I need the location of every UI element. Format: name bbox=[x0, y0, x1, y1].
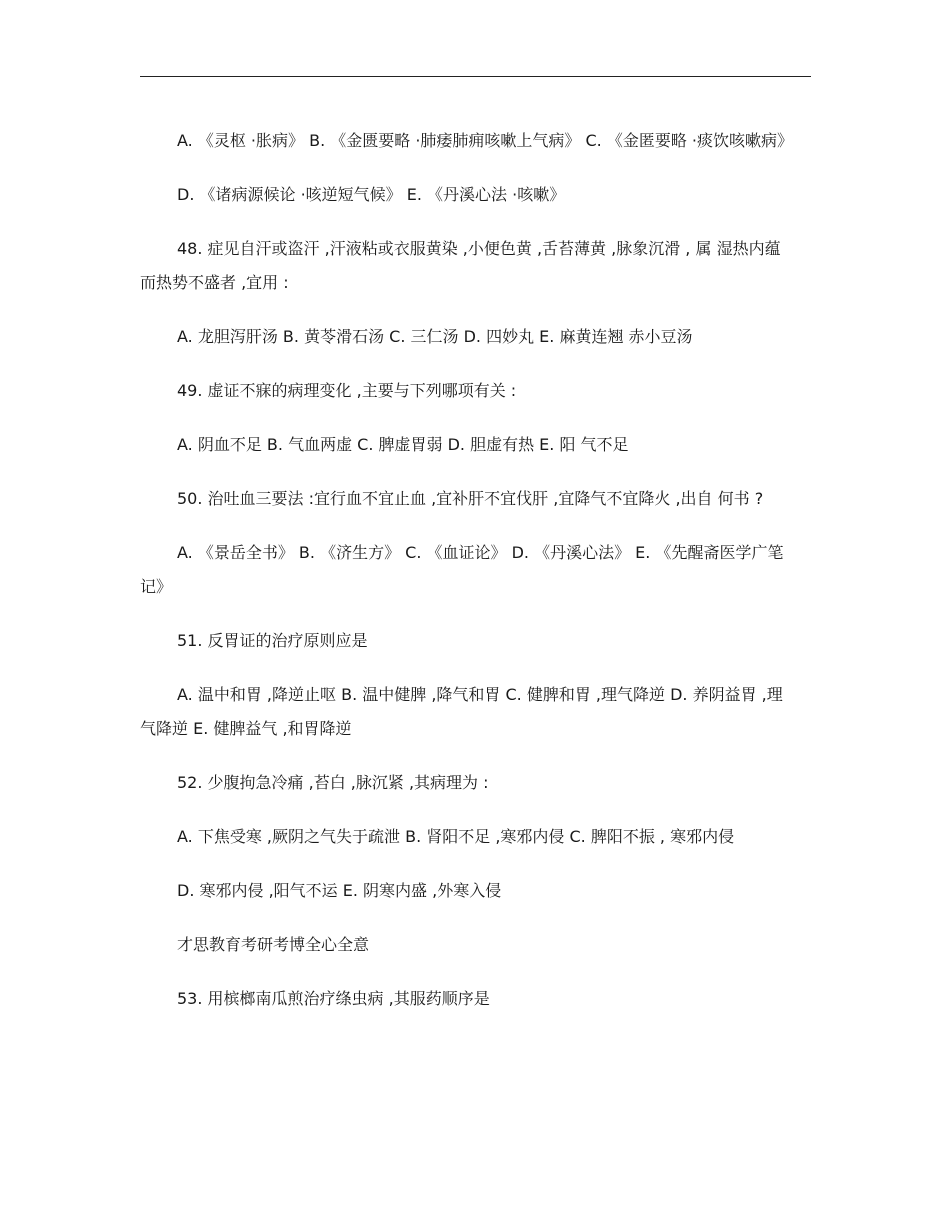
options-49: A. 阴血不足 B. 气血两虚 C. 脾虚胃弱 D. 胆虚有热 E. 阳 气不足 bbox=[177, 435, 629, 454]
options-52-cont: D. 寒邪内侵 ,阳气不运 E. 阴寒内盛 ,外寒入侵 bbox=[177, 881, 502, 900]
options-51: A. 温中和胃 ,降逆止呕 B. 温中健脾 ,降气和胃 C. 健脾和胃 ,理气降逆 D. 养阴益胃 ,理气降逆 E. 健脾益气 ,和胃降逆 bbox=[140, 685, 783, 738]
question-52: 52. 少腹拘急冷痛 ,苔白 ,脉沉紧 ,其病理为 : bbox=[177, 773, 489, 792]
question-49: 49. 虚证不寐的病理变化 ,主要与下列哪项有关 : bbox=[177, 381, 517, 400]
header-rule bbox=[140, 76, 811, 77]
document-body bbox=[140, 124, 794, 1036]
options-48: A. 龙胆泻肝汤 B. 黄苓滑石汤 C. 三仁汤 D. 四妙丸 E. 麻黄连翘 赤小豆汤 bbox=[177, 327, 693, 346]
option-line-47: A. 《灵枢 ·胀病》 B. 《金匮要略 ·肺痿肺痈咳嗽上气病》 C. 《金匿要略 ·痰饮咳嗽病》 bbox=[177, 131, 794, 150]
question-50: 50. 治吐血三要法 :宜行血不宜止血 ,宜补肝不宜伐肝 ,宜降气不宜降火 ,出自 何书 ? bbox=[177, 489, 764, 508]
option-line-47-cont: D. 《诸病源候论 ·咳逆短气候》 E. 《丹溪心法 ·咳嗽》 bbox=[177, 185, 566, 204]
slogan-line: 才思教育考研考博全心全意 bbox=[177, 935, 370, 954]
question-48: 48. 症见自汗或盗汗 ,汗液粘或衣服黄染 ,小便色黄 ,舌苔薄黄 ,脉象沉滑 , 属 湿热内蕴而热势不盛者 ,宜用 : bbox=[140, 239, 781, 292]
question-51: 51. 反胃证的治疗原则应是 bbox=[177, 631, 368, 650]
options-52: A. 下焦受寒 ,厥阴之气失于疏泄 B. 肾阳不足 ,寒邪内侵 C. 脾阳不振 , 寒邪内侵 bbox=[177, 827, 735, 846]
question-53: 53. 用槟榔南瓜煎治疗绦虫病 ,其服药顺序是 bbox=[177, 989, 490, 1008]
options-50: A. 《景岳全书》 B. 《济生方》 C. 《血证论》 D. 《丹溪心法》 E. 《先醒斋医学广笔记》 bbox=[140, 543, 784, 596]
